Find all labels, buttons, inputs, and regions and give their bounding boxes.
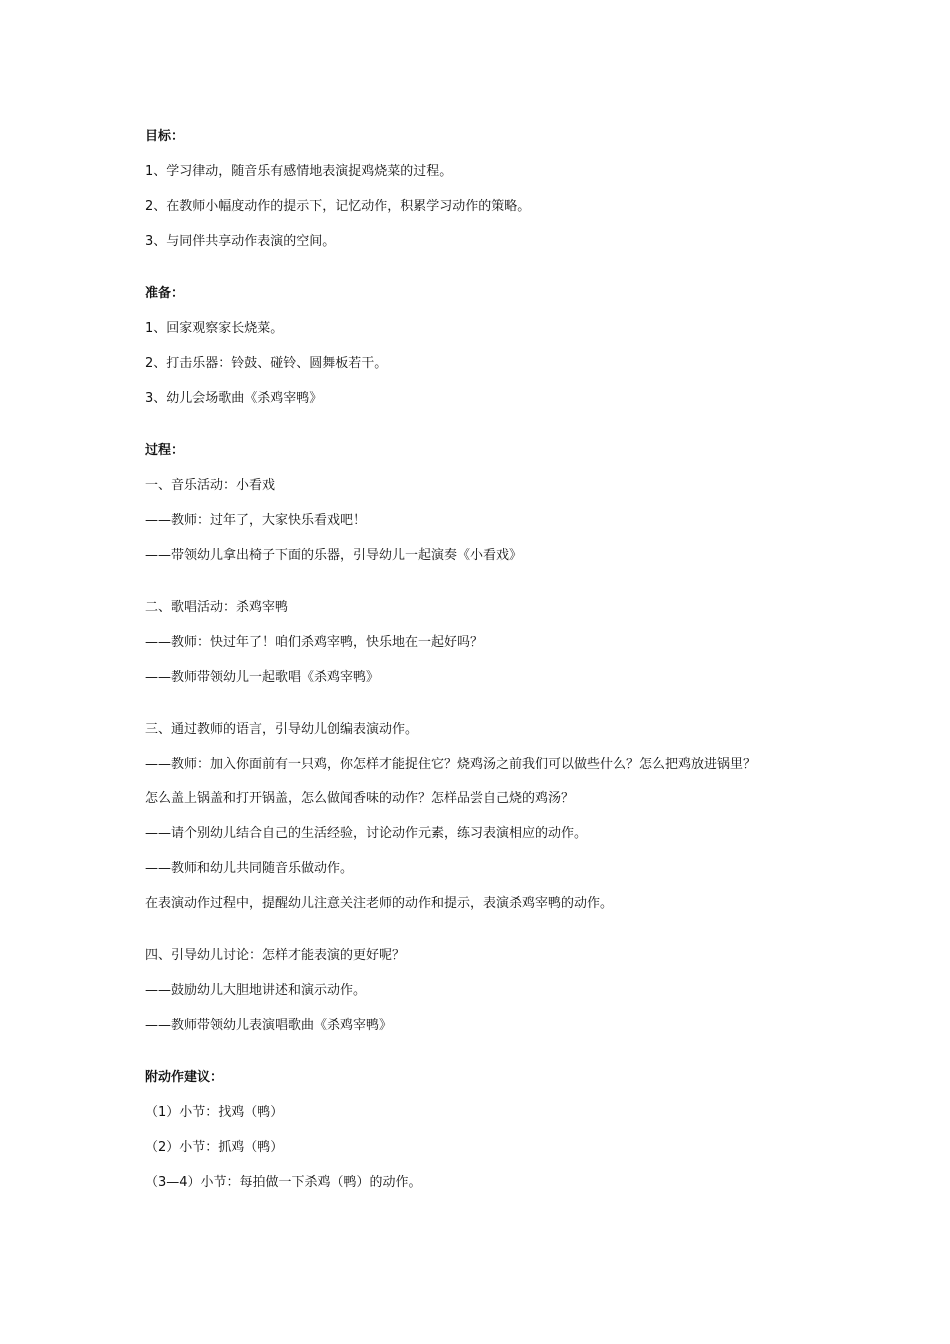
- prep-item: 2、打击乐器：铃鼓、碰铃、圆舞板若干。: [145, 356, 388, 371]
- section-gap: [145, 703, 845, 720]
- document-page: [145, 127, 845, 1208]
- process-part1-line: ——带领幼儿拿出椅子下面的乐器，引导幼儿一起演奏《小看戏》: [145, 548, 523, 563]
- section-gap: [145, 1051, 845, 1068]
- suggestion-item: （3—4）小节：每拍做一下杀鸡（鸭）的动作。: [145, 1175, 422, 1190]
- process-part4-title: 四、引导幼儿讨论：怎样才能表演的更好呢？: [145, 948, 406, 963]
- process-part3-line: 怎么盖上锅盖和打开锅盖，怎么做闻香味的动作？怎样品尝自己烧的鸡汤？: [145, 791, 575, 806]
- process-part2-line: ——教师：快过年了！咱们杀鸡宰鸭，快乐地在一起好吗？: [145, 635, 484, 650]
- prep-item: 1、回家观察家长烧菜。: [145, 321, 284, 336]
- process-part1-title: 一、音乐活动：小看戏: [145, 478, 276, 493]
- process-part2-title: 二、歌唱活动：杀鸡宰鸭: [145, 600, 289, 615]
- section-gap: [145, 267, 845, 284]
- prep-heading: 准备：: [145, 286, 185, 301]
- prep-item: 3、幼儿会场歌曲《杀鸡宰鸭》: [145, 391, 323, 406]
- process-part4-line: ——鼓励幼儿大胆地讲述和演示动作。: [145, 983, 367, 998]
- suggestion-item: （2）小节：抓鸡（鸭）: [145, 1140, 284, 1155]
- goal-item: 1、学习律动，随音乐有感情地表演捉鸡烧菜的过程。: [145, 164, 453, 179]
- process-part3-line: 在表演动作过程中，提醒幼儿注意关注老师的动作和提示，表演杀鸡宰鸭的动作。: [145, 896, 614, 911]
- suggestions-heading: 附动作建议：: [145, 1070, 224, 1085]
- process-heading: 过程：: [145, 443, 185, 458]
- process-part2-line: ——教师带领幼儿一起歌唱《杀鸡宰鸭》: [145, 670, 380, 685]
- process-part1-line: ——教师：过年了，大家快乐看戏吧！: [145, 513, 367, 528]
- suggestion-item: （1）小节：找鸡（鸭）: [145, 1105, 284, 1120]
- section-gap: [145, 424, 845, 441]
- goal-item: 3、与同伴共享动作表演的空间。: [145, 234, 336, 249]
- process-part4-line: ——教师带领幼儿表演唱歌曲《杀鸡宰鸭》: [145, 1018, 393, 1033]
- goal-item: 2、在教师小幅度动作的提示下，记忆动作，积累学习动作的策略。: [145, 199, 531, 214]
- section-gap: [145, 929, 845, 946]
- goals-heading: 目标：: [145, 129, 185, 144]
- process-part3-title: 三、通过教师的语言，引导幼儿创编表演动作。: [145, 722, 419, 737]
- process-part3-line: ——教师和幼儿共同随音乐做动作。: [145, 861, 354, 876]
- section-gap: [145, 581, 845, 598]
- process-part3-line: ——教师：加入你面前有一只鸡，你怎样才能捉住它？烧鸡汤之前我们可以做些什么？怎么把鸡放进锅里？: [145, 757, 757, 772]
- process-part3-line: ——请个别幼儿结合自己的生活经验，讨论动作元素，练习表演相应的动作。: [145, 826, 588, 841]
